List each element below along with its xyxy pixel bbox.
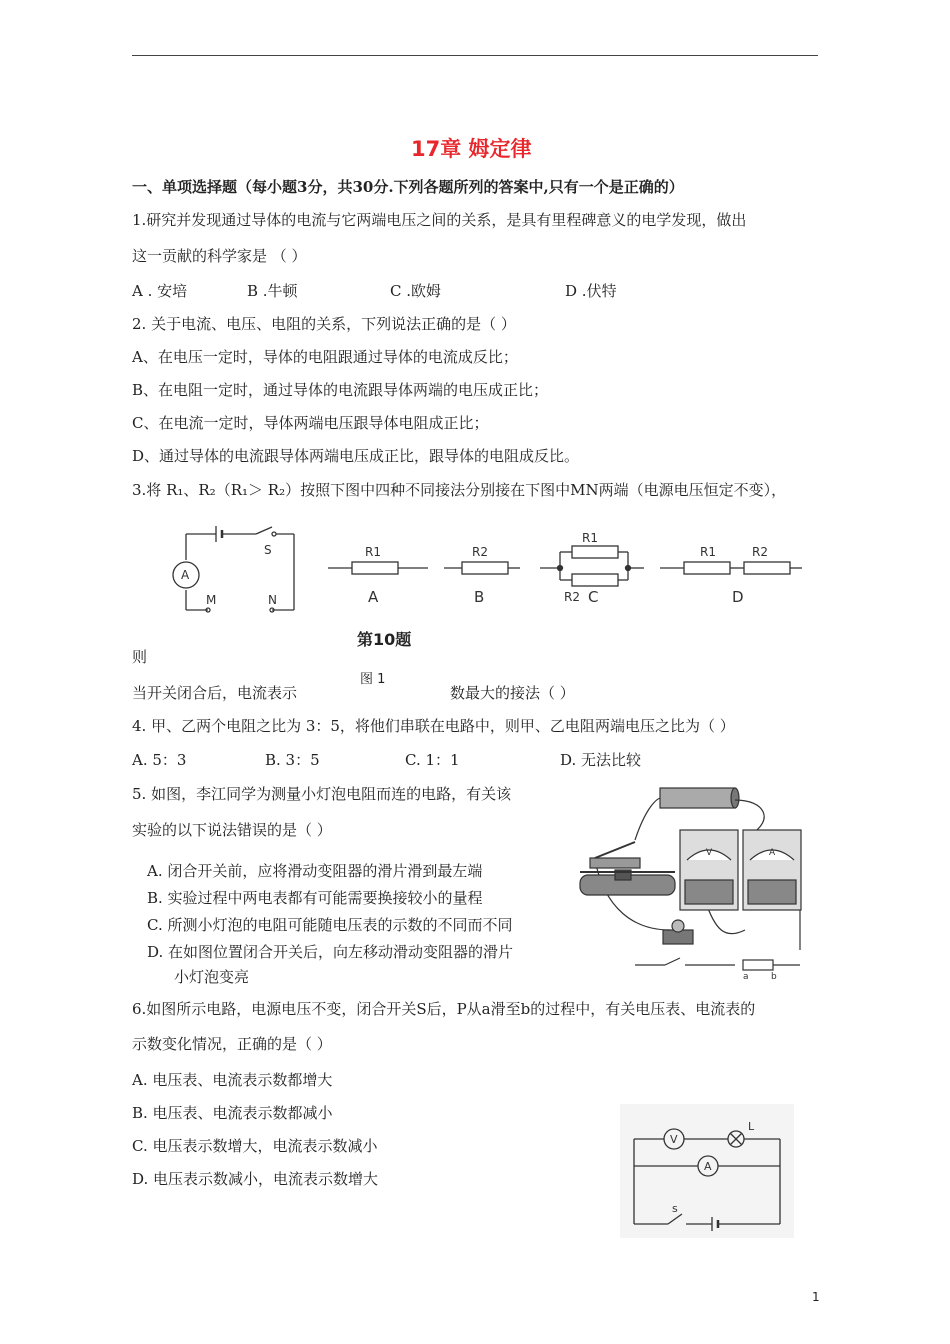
q3-figure-title: 第10题 [357, 630, 412, 649]
q6-voltmeter-label: V [670, 1133, 678, 1146]
q5-option-d-line2: 小灯泡变亮 [174, 968, 250, 986]
q5-apparatus-photo [575, 780, 810, 980]
q5-stem-line2: 实验的以下说法错误的是（ ） [132, 821, 332, 839]
q3-a-r1-label: R1 [365, 545, 381, 559]
q4-option-d: D. 无法比较 [560, 751, 642, 769]
section-heading: 一、单项选择题（每小题3分，共30分.下列各题所列的答案中,只有一个是正确的） [132, 178, 684, 196]
q3-stem-line2b: 数最大的接法（ ） [450, 684, 575, 702]
q5-option-d-line1: D. 在如图位置闭合开关后，向左移动滑动变阻器的滑片 [147, 943, 514, 961]
q3-d-r1-label: R1 [700, 545, 716, 559]
q6-stem-line1: 6.如图所示电路，电源电压不变，闭合开关S后，P从a滑至b的过程中，有关电压表、电流表的 [132, 1000, 756, 1018]
q6-stem-line2: 示数变化情况，正确的是（ ） [132, 1035, 332, 1053]
q2-option-a: A、在电压一定时，导体的电阻跟通过导体的电流成反比； [132, 348, 518, 366]
q3-terminal-n: N [268, 593, 277, 607]
q3-circuit-figure [160, 522, 810, 622]
q3-c-r2-label: R2 [564, 590, 580, 604]
q3-option-b-label: B [474, 588, 485, 606]
q2-option-b: B、在电阻一定时，通过导体的电流跟导体两端的电压成正比； [132, 381, 549, 399]
q3-stem-line2a: 当开关闭合后，电流表示 [132, 684, 298, 702]
q5-terminal-b: b [771, 972, 777, 980]
q5-option-b: B. 实验过程中两电表都有可能需要换接较小的量程 [147, 889, 483, 907]
q2-option-d: D、通过导体的电流跟导体两端电压成正比，跟导体的电阻成反比。 [132, 447, 580, 465]
page-number: 1 [812, 1290, 820, 1304]
q2-option-c: C、在电流一定时，导体两端电压跟导体电阻成正比； [132, 414, 489, 432]
q3-option-a-label: A [368, 588, 379, 606]
q3-b-r2-label: R2 [472, 545, 488, 559]
q5-ammeter-label: A [769, 848, 776, 858]
q4-option-a: A. 5：3 [132, 751, 187, 769]
q5-voltmeter-label: V [706, 848, 713, 858]
header-rule [132, 55, 818, 56]
q5-option-a: A. 闭合开关前，应将滑动变阻器的滑片滑到最左端 [147, 862, 483, 880]
q6-switch-label: s [672, 1202, 678, 1215]
q6-option-b: B. 电压表、电流表示数都减小 [132, 1104, 333, 1122]
page-title: 17章 姆定律 [411, 137, 532, 161]
q3-terminal-m: M [206, 593, 217, 607]
q6-option-a: A. 电压表、电流表示数都增大 [132, 1071, 333, 1089]
q1-option-c: C .欧姆 [390, 282, 442, 300]
q1-option-d: D .伏特 [565, 282, 617, 300]
q6-ammeter-label: A [704, 1160, 712, 1173]
q3-ammeter-label: A [181, 568, 190, 582]
q6-lamp-label: L [748, 1120, 755, 1133]
q3-switch-label: S [264, 543, 272, 557]
q3-option-d-label: D [732, 588, 744, 606]
q3-c-r1-label: R1 [582, 531, 598, 545]
q1-stem-line1: 1.研究并发现通过导体的电流与它两端电压之间的关系，是具有里程碑意义的电学发现，做出 [132, 211, 747, 229]
q3-ze: 则 [132, 648, 148, 666]
q6-option-d: D. 电压表示数减小，电流表示数增大 [132, 1170, 379, 1188]
q1-option-a: A . 安培 [132, 282, 188, 300]
q3-option-c-label: C [588, 588, 599, 606]
q1-stem-line2: 这一贡献的科学家是 （ ） [132, 247, 307, 265]
q3-stem: 3.将 R₁、R₂（R₁＞ R₂）按照下图中四种不同接法分别接在下图中MN两端（电源电压恒定不变）， [132, 481, 787, 499]
q4-option-b: B. 3：5 [265, 751, 320, 769]
q5-stem-line1: 5. 如图，李江同学为测量小灯泡电阻而连的电路，有关该 [132, 785, 512, 803]
q2-stem: 2. 关于电流、电压、电阻的关系，下列说法正确的是（ ） [132, 315, 516, 333]
q6-option-c: C. 电压表示数增大，电流表示数减小 [132, 1137, 378, 1155]
q4-option-c: C. 1：1 [405, 751, 460, 769]
q3-d-r2-label: R2 [752, 545, 768, 559]
q5-option-c: C. 所测小灯泡的电阻可能随电压表的示数的不同而不同 [147, 916, 513, 934]
q1-option-b: B .牛顿 [247, 282, 298, 300]
q4-stem: 4. 甲、乙两个电阻之比为 3：5，将他们串联在电路中，则甲、乙电阻两端电压之比为（ ） [132, 717, 735, 735]
q3-figure-caption: 图 1 [360, 672, 386, 687]
q6-circuit-figure [620, 1104, 794, 1238]
q5-terminal-a: a [743, 972, 749, 980]
